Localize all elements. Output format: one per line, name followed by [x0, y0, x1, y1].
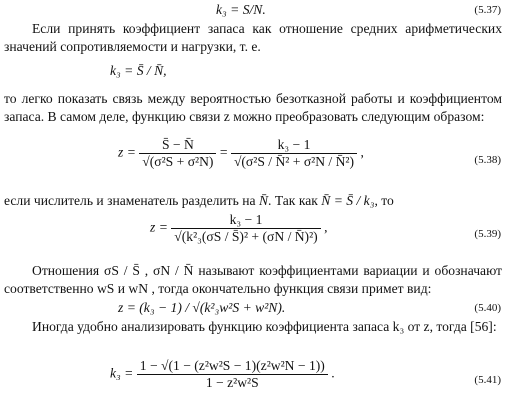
- equation-lhs: z =: [150, 219, 168, 235]
- numerator: S̄ − N̄: [139, 137, 216, 154]
- equation-lhs: k₃ =: [110, 365, 134, 381]
- equation-number: (5.38): [474, 154, 501, 166]
- equation-tail: ,: [324, 219, 328, 235]
- numerator: k₃ − 1: [171, 212, 320, 229]
- equation-text: k₃ = S/N.: [216, 2, 266, 17]
- numerator: k₃ − 1: [231, 137, 357, 154]
- equation-tail: ,: [360, 144, 364, 160]
- equation-text: z = (k₃ − 1) / √(k²₃w²S + w²N).: [118, 300, 286, 315]
- paragraph: Иногда удобно анализировать функцию коэффициента запаса k₃ от z, тогда [56]:: [32, 319, 497, 334]
- denominator: √(σ²S + σ²N): [142, 154, 214, 169]
- equals-sign: =: [219, 144, 228, 160]
- equation-ratio: [110, 63, 167, 79]
- equation-5-41: [110, 358, 335, 391]
- equation-tail: .: [331, 365, 335, 381]
- fraction: [139, 137, 216, 170]
- equation-lhs: z =: [118, 144, 136, 160]
- paragraph: Отношения σS / S̄ , σN / N̄ называют коэффициентами вариации и обозначают соответственно wS и wN , тогда окончательно функция связи примет вид:: [4, 263, 502, 296]
- paragraph: Если принять коэффициент запаса как отношение средних арифметических значений сопротивляемости и нагрузки, т. е.: [4, 21, 502, 54]
- equation-5-38: [118, 137, 364, 170]
- fraction: [137, 358, 328, 391]
- text: . Так как: [268, 193, 318, 208]
- equation-number: (5.41): [474, 374, 501, 386]
- equation-text: k₃ = S̄ / N̄,: [110, 63, 167, 78]
- text: если числитель и знаменатель разделить на: [4, 193, 256, 208]
- equation-number: (5.37): [474, 4, 501, 16]
- denominator: 1 − z²w²S: [205, 375, 259, 390]
- text: , то: [374, 193, 394, 208]
- denominator: √(k²₃(σS / S̄)² + (σN / N̄)²): [174, 229, 318, 244]
- paragraph: то легко показать связь между вероятностью безотказной работы и коэффициентом запаса. В самом деле, функцию связи z можно преобразовать следующим образом:: [4, 91, 502, 124]
- fraction: [171, 212, 320, 245]
- paragraph: [4, 193, 394, 209]
- math-inline: N̄: [258, 193, 269, 208]
- denominator: √(σ²S / N̄² + σ²N / N̄²): [233, 154, 355, 169]
- numerator: 1 − √(1 − (z²w²S − 1)(z²w²N − 1)): [137, 358, 328, 375]
- equation-5-40: [118, 300, 285, 316]
- math-inline: N̄ = S̄ / k₃: [321, 193, 375, 208]
- equation-number: (5.40): [474, 302, 501, 314]
- equation-number: (5.39): [474, 228, 501, 240]
- fraction: [231, 137, 357, 170]
- equation-5-39: [150, 212, 328, 245]
- equation-5-37: [216, 2, 266, 18]
